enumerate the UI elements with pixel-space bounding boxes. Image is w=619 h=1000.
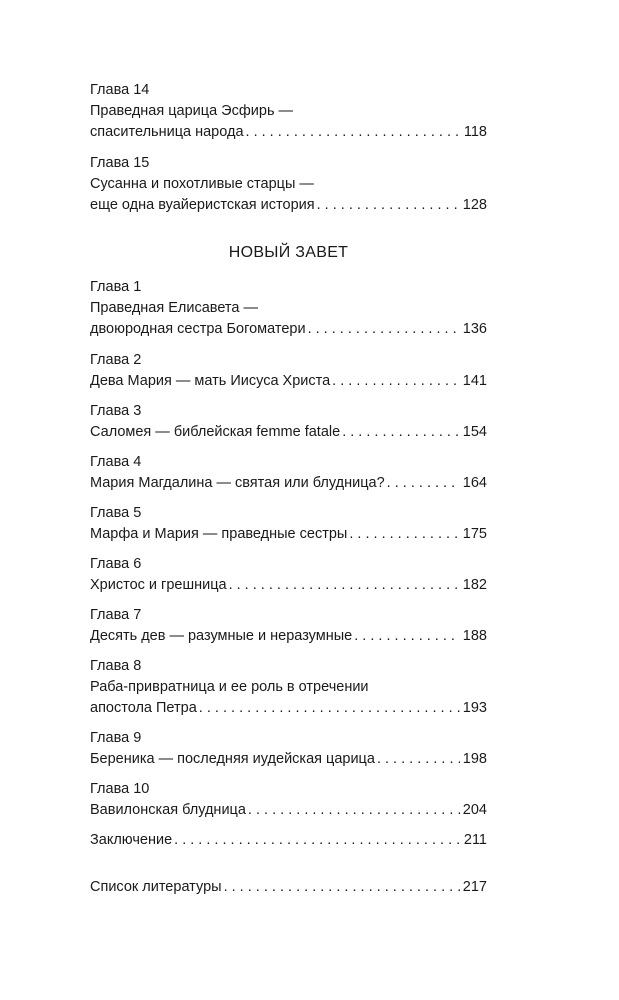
dot-leader xyxy=(377,749,460,770)
spacer xyxy=(90,861,487,877)
chapter-number: Глава 2 xyxy=(90,352,142,368)
chapter-title-last: апостола Петра xyxy=(90,700,197,716)
dot-leader xyxy=(199,698,460,719)
dot-leader xyxy=(308,319,460,340)
dot-leader xyxy=(248,800,460,821)
chapter-number: Глава 3 xyxy=(90,403,142,419)
page-number: 175 xyxy=(462,526,487,542)
page-number: 128 xyxy=(462,197,487,213)
chapter-title-line: Праведная Елисавета — xyxy=(90,300,258,316)
chapter-title-last: Саломея — библейская femme fatale xyxy=(90,424,341,440)
chapter-number: Глава 9 xyxy=(90,730,142,746)
chapter-title-line: Раба-привратница и ее роль в отречении xyxy=(90,679,369,695)
toc-entry-nt-ch8 xyxy=(90,656,487,719)
dot-leader xyxy=(332,371,460,392)
chapter-title-line: Праведная царица Эсфирь — xyxy=(90,103,294,119)
toc-leader-line xyxy=(90,524,487,545)
chapter-number: Глава 8 xyxy=(90,658,142,674)
toc-leader-line xyxy=(90,800,487,821)
chapter-number: Глава 6 xyxy=(90,556,142,572)
dot-leader xyxy=(349,524,459,545)
page-number: 164 xyxy=(462,475,487,491)
page-number: 154 xyxy=(462,424,487,440)
toc-entry-nt-ch6 xyxy=(90,554,487,596)
page-number: 118 xyxy=(463,124,487,140)
chapter-title-last: спасительница народа xyxy=(90,124,244,140)
page-number: 182 xyxy=(462,577,487,593)
chapter-number: Глава 1 xyxy=(90,279,142,295)
chapter-number: Глава 14 xyxy=(90,82,150,98)
chapter-number: Глава 15 xyxy=(90,155,150,171)
chapter-title-last: Мария Магдалина — святая или блудница? xyxy=(90,475,385,491)
toc-leader-line xyxy=(90,319,487,340)
toc-entry-nt-ch4 xyxy=(90,452,487,494)
toc-entry-ch14 xyxy=(90,80,487,143)
section-heading: НОВЫЙ ЗАВЕТ xyxy=(228,244,349,261)
chapter-title-last: Десять дев — разумные и неразумные xyxy=(90,628,353,644)
chapter-title-line: Сусанна и похотливые старцы — xyxy=(90,176,314,192)
page-number: 188 xyxy=(462,628,487,644)
dot-leader xyxy=(317,195,460,216)
page-number: 204 xyxy=(462,802,487,818)
toc-leader-line xyxy=(90,195,487,216)
chapter-title-last: Вавилонская блудница xyxy=(90,802,246,818)
toc-entry-nt-ch10 xyxy=(90,779,487,821)
toc-leader-line xyxy=(90,830,487,851)
conclusion-title: Заключение xyxy=(90,832,173,848)
toc-leader-line xyxy=(90,122,487,143)
chapter-title-last: Дева Мария — мать Иисуса Христа xyxy=(90,373,331,389)
chapter-title-last: Марфа и Мария — праведные сестры xyxy=(90,526,348,542)
toc-entry-nt-ch1 xyxy=(90,277,487,340)
page-number: 198 xyxy=(462,751,487,767)
dot-leader xyxy=(229,575,460,596)
dot-leader xyxy=(387,473,460,494)
chapter-title-last: еще одна вуайеристская история xyxy=(90,197,315,213)
chapter-number: Глава 5 xyxy=(90,505,142,521)
page-number: 217 xyxy=(462,879,487,895)
toc-entry-nt-ch5 xyxy=(90,503,487,545)
page-number: 141 xyxy=(462,373,487,389)
toc-entry-ch15 xyxy=(90,153,487,216)
toc-leader-line xyxy=(90,749,487,770)
dot-leader xyxy=(246,122,461,143)
chapter-title-last: двоюродная сестра Богоматери xyxy=(90,321,306,337)
table-of-contents xyxy=(90,80,487,908)
dot-leader xyxy=(342,422,460,443)
toc-leader-line xyxy=(90,698,487,719)
dot-leader xyxy=(354,626,460,647)
toc-entry-nt-ch9 xyxy=(90,728,487,770)
page-number: 211 xyxy=(463,832,487,848)
toc-leader-line xyxy=(90,575,487,596)
page-number: 136 xyxy=(462,321,487,337)
chapter-number: Глава 10 xyxy=(90,781,150,797)
toc-entry-nt-ch7 xyxy=(90,605,487,647)
toc-leader-line xyxy=(90,473,487,494)
chapter-number: Глава 7 xyxy=(90,607,142,623)
chapter-number: Глава 4 xyxy=(90,454,142,470)
toc-entry-nt-ch2 xyxy=(90,350,487,392)
dot-leader xyxy=(174,830,461,851)
dot-leader xyxy=(224,877,460,898)
toc-entry-nt-ch3 xyxy=(90,401,487,443)
toc-leader-line xyxy=(90,371,487,392)
toc-leader-line xyxy=(90,626,487,647)
toc-leader-line xyxy=(90,422,487,443)
toc-leader-line xyxy=(90,877,487,898)
toc-entry-bibliography xyxy=(90,877,487,898)
chapter-title-last: Береника — последняя иудейская царица xyxy=(90,751,375,767)
page-number: 193 xyxy=(462,700,487,716)
toc-entry-conclusion xyxy=(90,830,487,851)
bibliography-title: Список литературы xyxy=(90,879,222,895)
chapter-title-last: Христос и грешница xyxy=(90,577,227,593)
